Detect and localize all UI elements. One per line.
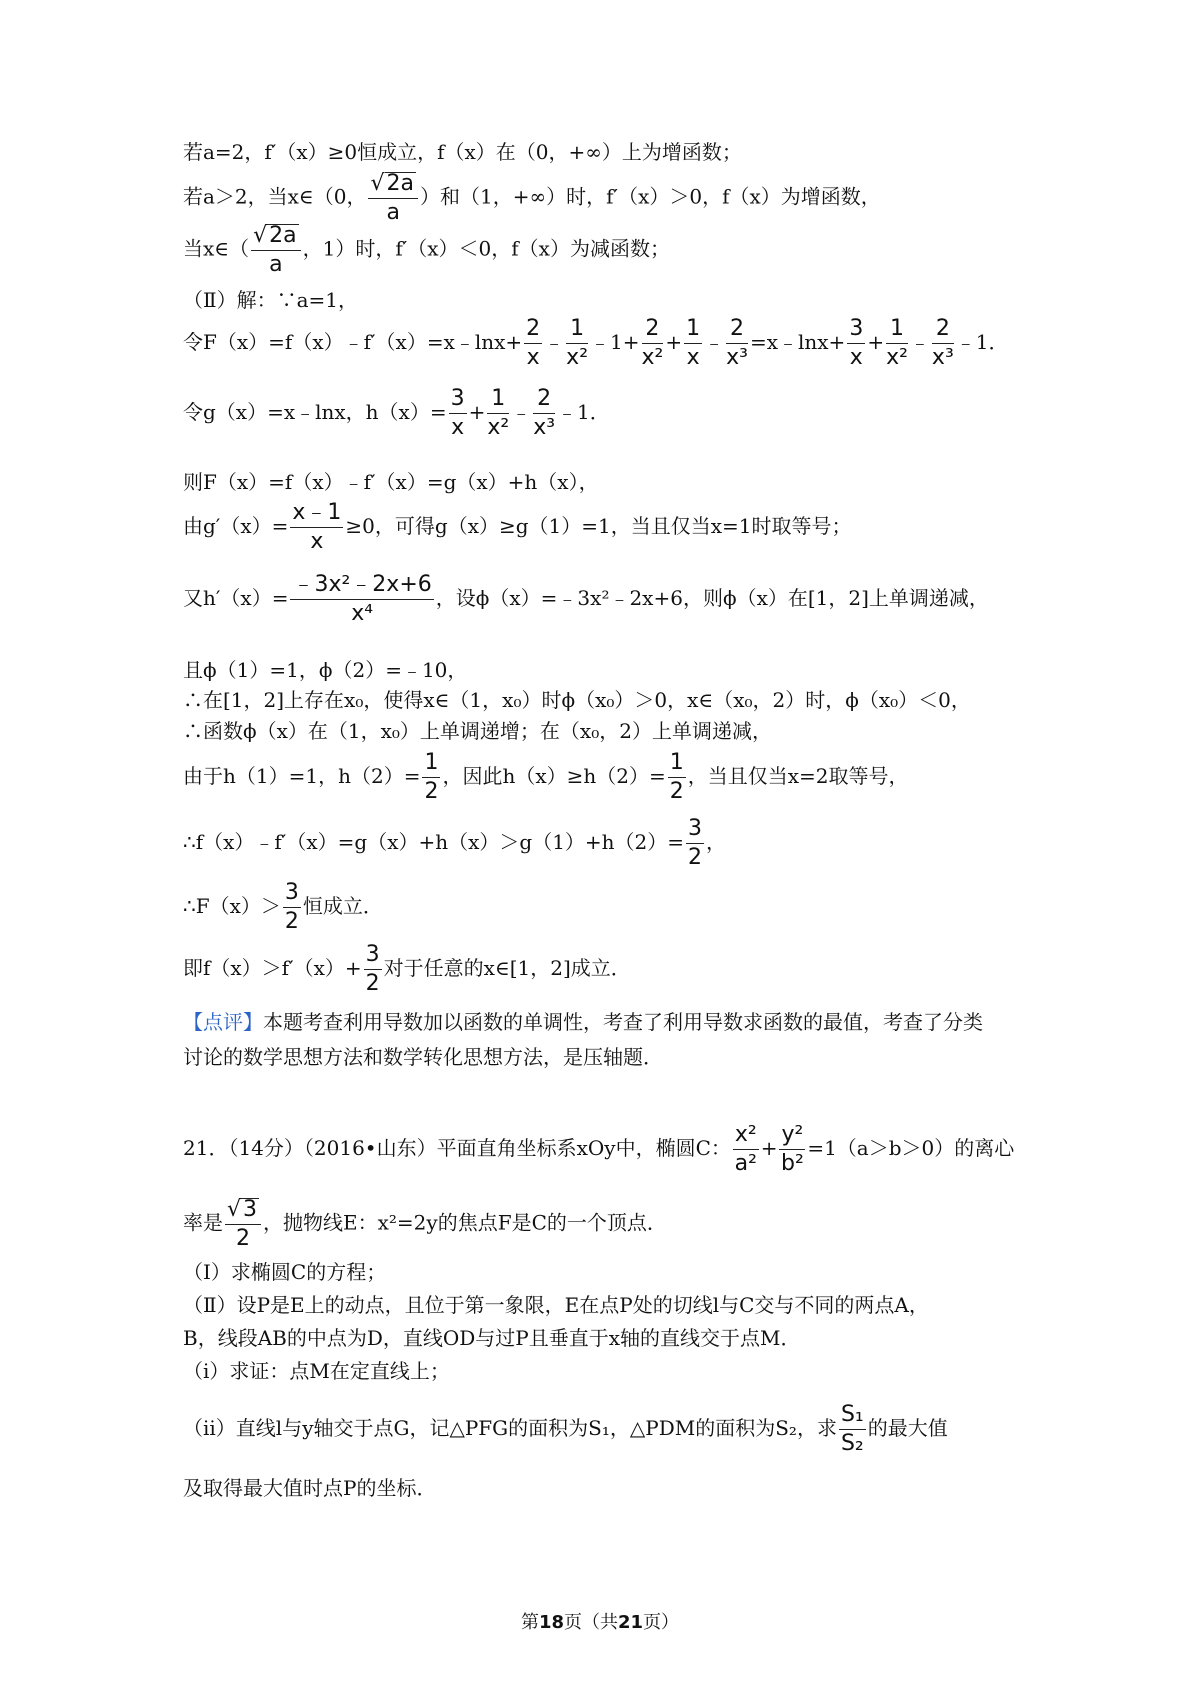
- problem-21-line-6: [183, 1361, 450, 1381]
- fraction: $\frac{√2a}{a}$: [368, 172, 418, 224]
- fraction: $\frac{2}{\text{x³}}$: [726, 316, 748, 370]
- solution-line-12: [183, 721, 772, 741]
- footer-prefix: 第: [520, 1612, 539, 1633]
- text: B，线段AB的中点为D，直线OD与过P且垂直于x轴的直线交于点M．: [183, 1326, 801, 1350]
- text: （I）求椭圆C的方程；: [183, 1260, 387, 1284]
- solution-line-10: [183, 660, 467, 680]
- problem-21-line-5: [183, 1328, 801, 1348]
- fraction: $\frac{2}{\text{x²}}$: [641, 316, 664, 370]
- text: 及取得最大值时点P的坐标．: [183, 1476, 437, 1500]
- problem-21-line-3: [183, 1262, 386, 1282]
- text: ）和（1，+∞）时，f′（x）＞0，f（x）为增函数，: [419, 184, 881, 209]
- fraction: $\frac{\text{y²}}{\text{b²}}$: [781, 1122, 804, 1176]
- fraction: $\frac{3}{x}$: [849, 316, 864, 370]
- solution-line-6: 令g（x）=x﹣lnx，h（x）= $\frac{3}{x}$ + $\frac{1}{\text{x²}}$ ﹣ $\frac{2}{\text{x³}}$ ﹣1．: [183, 386, 610, 440]
- fraction: $\frac{2}{x}$: [526, 316, 541, 370]
- solution-line-7: [183, 472, 599, 492]
- page-footer: [0, 1608, 1200, 1634]
- solution-line-9: 又h′（x）= $\frac{\text{﹣3x²﹣2x+6}}{\text{x⁴}}$ ，设ϕ（x）=﹣3x²﹣2x+6，则ϕ（x）在[1，2]上单调递减，: [183, 572, 989, 626]
- fraction: $\frac{3}{2}$: [284, 880, 299, 934]
- fraction: $\frac{1}{x}$: [686, 316, 701, 370]
- fraction: $\frac{\text{S₁}}{\text{S₂}}$: [840, 1402, 864, 1456]
- solution-line-16: 即f（x）＞f′（x）+ $\frac{3}{2}$ 对于任意的x∈[1，2]成立．: [183, 942, 631, 996]
- solution-line-5: 令F（x）=f（x）﹣f′（x）=x﹣lnx+ $\frac{2}{x}$ ﹣ $\frac{1}{\text{x²}}$ ﹣1+ $\frac{2}{\text{x²}}$ + $\frac{1}{x}$ ﹣ $\frac{2}{\text{x³}}$ =x﹣lnx+ $\frac{3}{x}$ + $\frac{1}{\text{x²}}$ ﹣ $\frac{2}{\text{x³}}$ ﹣1．: [183, 316, 1009, 370]
- solution-line-8: 由g′（x）= $\frac{x﹣1}{x}$ ≥0，可得g（x）≥g（1）=1，当且仅当x=1时取等号；: [183, 500, 852, 554]
- fraction: $\frac{1}{\text{x²}}$: [566, 316, 589, 370]
- solution-line-13: 由于h（1）=1，h（2）= $\frac{1}{2}$ ，因此h（x）≥h（2）= $\frac{1}{2}$ ，当且仅当x=2取等号，: [183, 750, 909, 804]
- comment-tag: 【点评】: [183, 1010, 263, 1034]
- text: 若a＞2，当x∈（0，: [183, 184, 367, 209]
- comment-line-2: [183, 1047, 663, 1067]
- fraction: $\frac{√3}{2}$: [225, 1198, 261, 1250]
- solution-line-14: ∴f（x）﹣f′（x）=g（x）+h（x）＞g（1）+h（2）= $\frac{3}{2}$ ，: [183, 816, 727, 870]
- footer-suffix: 页）: [643, 1612, 680, 1633]
- text: （Ⅱ）解：∵a=1，: [183, 288, 358, 312]
- fraction: $\frac{x﹣1}{x}$: [292, 500, 342, 554]
- solution-line-1: [183, 142, 742, 162]
- fraction: $\frac{√2a}{a}$: [251, 224, 301, 276]
- fraction: $\frac{1}{\text{x²}}$: [886, 316, 908, 370]
- solution-line-11: [183, 690, 971, 710]
- footer-mid: 页（共: [564, 1612, 618, 1633]
- problem-21-line-2: 率是 $\frac{√3}{2}$ ，抛物线E：x²=2y的焦点F是C的一个顶点．: [183, 1197, 667, 1251]
- text: 则F（x）=f（x）﹣f′（x）=g（x）+h（x），: [183, 470, 599, 494]
- text: 讨论的数学思想方法和数学转化思想方法，是压轴题．: [183, 1045, 663, 1069]
- problem-21-line-1: 21．（14分）（2016•山东）平面直角坐标系xOy中，椭圆C： $\frac{\text{x²}}{\text{a²}}$ + $\frac{\text{y²}}{\text{b²}}$ =1（a＞b＞0）的离心: [183, 1122, 1015, 1176]
- fraction: $\frac{\text{﹣3x²﹣2x+6}}{\text{x⁴}}$: [292, 572, 432, 626]
- text: ，1）时，f′（x）＜0，f（x）为减函数；: [302, 236, 670, 261]
- solution-line-15: ∴F（x）＞ $\frac{3}{2}$ 恒成立．: [183, 880, 383, 934]
- page-number: 18: [538, 1612, 564, 1633]
- comment-line-1: [183, 1012, 983, 1032]
- fraction: $\frac{1}{2}$: [669, 750, 684, 804]
- fraction: $\frac{2}{\text{x³}}$: [931, 316, 954, 370]
- fraction: $\frac{3}{2}$: [688, 816, 703, 870]
- solution-line-4: [183, 290, 358, 310]
- text: 且ϕ（1）=1，ϕ（2）=﹣10，: [183, 658, 468, 682]
- problem-21-line-4: [183, 1295, 929, 1315]
- fraction: $\frac{\text{x²}}{\text{a²}}$: [734, 1122, 757, 1176]
- fraction: $\frac{1}{\text{x²}}$: [487, 386, 510, 440]
- fraction: $\frac{1}{2}$: [424, 750, 439, 804]
- fraction: $\frac{2}{\text{x³}}$: [533, 386, 556, 440]
- text: （i）求证：点M在定直线上；: [183, 1359, 450, 1383]
- text: （Ⅱ）设P是E上的动点，且位于第一象限，E在点P处的切线l与C交与不同的两点A，: [183, 1293, 929, 1317]
- fraction: $\frac{3}{2}$: [365, 942, 380, 996]
- solution-line-2: [183, 172, 881, 224]
- text: 本题考查利用导数加以函数的单调性，考查了利用导数求函数的最值，考查了分类: [263, 1010, 983, 1034]
- problem-21-line-7: （ii）直线l与y轴交于点G，记△PFG的面积为S₁，△PDM的面积为S₂，求 $\frac{\text{S₁}}{\text{S₂}}$ 的最大值: [183, 1402, 948, 1456]
- total-pages: 21: [618, 1612, 644, 1633]
- problem-21-line-8: [183, 1478, 436, 1498]
- text: ∴函数ϕ（x）在（1，x₀）上单调递增；在（x₀，2）上单调递减，: [183, 719, 772, 743]
- text: ∴在[1，2]上存在x₀，使得x∈（1，x₀）时ϕ（x₀）＞0，x∈（x₀，2）时，ϕ（x₀）＜0，: [183, 688, 971, 712]
- text: 当x∈（: [183, 236, 250, 261]
- solution-line-3: [183, 224, 670, 276]
- fraction: $\frac{3}{x}$: [450, 386, 465, 440]
- text: 若a=2，f′（x）≥0恒成立，f（x）在（0，+∞）上为增函数；: [183, 140, 742, 164]
